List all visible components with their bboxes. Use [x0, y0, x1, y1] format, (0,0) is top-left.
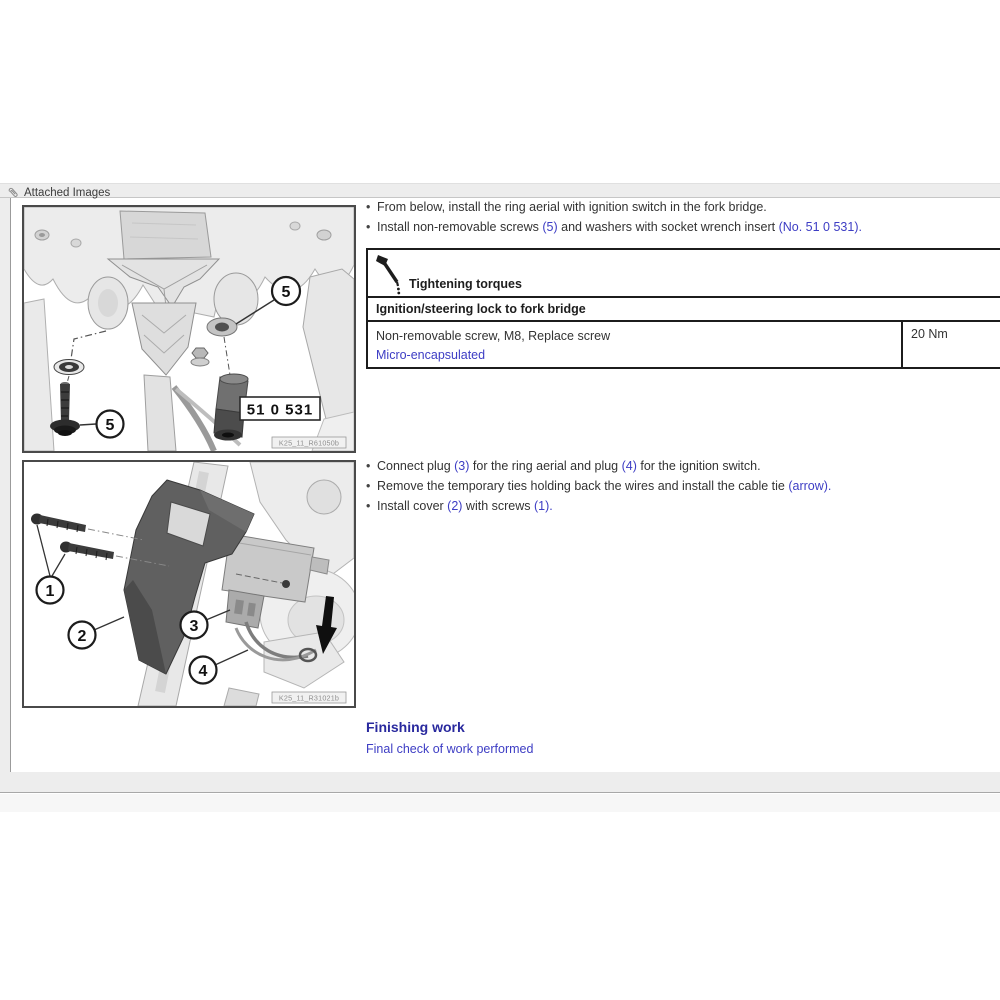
torque-item-cell: [368, 322, 901, 367]
torque-table-subtitle: Ignition/steering lock to fork bridge: [368, 296, 1000, 320]
bullet-marker: •: [366, 499, 371, 513]
callout-link-4[interactable]: (4): [621, 459, 637, 473]
attached-images-label: Attached Images: [24, 187, 111, 199]
svg-text:K25_11_R31021b: K25_11_R31021b: [278, 693, 340, 703]
torque-table-title: Tightening torques: [409, 277, 522, 291]
arrow-link[interactable]: (arrow).: [788, 479, 832, 493]
svg-text:K25_11_R61050b: K25_11_R61050b: [278, 438, 340, 448]
instructions-step1: [366, 197, 862, 237]
instruction-text: with screws: [462, 499, 534, 513]
attached-images-header: [7, 186, 110, 200]
instructions-step2: [366, 456, 831, 516]
instruction-text: Connect plug: [377, 459, 455, 473]
paperclip-icon: [7, 186, 20, 200]
instruction-text: Install cover: [377, 499, 448, 513]
instruction-text: for the ring aerial and plug: [469, 459, 622, 473]
attached-image-fork-bridge[interactable]: [22, 205, 356, 453]
bullet-marker: •: [366, 200, 371, 214]
final-check-link[interactable]: Final check of work performed: [366, 742, 534, 756]
instruction-text: Remove the temporary ties holding back the wires and install the cable tie: [377, 479, 789, 493]
callout-link-2[interactable]: (2): [447, 499, 463, 513]
callout-link-1[interactable]: (1).: [534, 499, 553, 513]
finishing-work-heading: Finishing work: [366, 719, 465, 735]
washer: [54, 360, 84, 375]
callout-2: [69, 622, 96, 649]
fork-bridge-illustration: [24, 207, 354, 451]
callout-5-bottom: [97, 411, 124, 438]
torque-table-header-row: [368, 250, 1000, 296]
micro-encapsulated-link[interactable]: Micro-encapsulated: [376, 348, 486, 362]
cover-screws: [31, 514, 114, 561]
page-footer-band: [0, 794, 1000, 812]
bullet-marker: •: [366, 220, 371, 234]
torque-item-name: Non-removable screw, M8, Replace screw: [376, 329, 611, 343]
figure2-corner-label: [272, 692, 346, 703]
panel-bottom-band: [0, 772, 1000, 793]
figure1-corner-label: [272, 437, 346, 448]
callout-1: [37, 577, 64, 604]
instruction-text: and washers with socket wrench insert: [557, 220, 779, 234]
ring-aerial-plate: [120, 211, 211, 259]
instruction-text: for the ignition switch.: [636, 459, 761, 473]
svg-text:4: 4: [198, 663, 208, 680]
torque-wrench-icon: [375, 253, 405, 295]
callout-5-top: [272, 277, 300, 305]
torque-value-cell: 20 Nm: [901, 322, 1000, 367]
bullet-marker: •: [366, 459, 371, 473]
attached-image-cover-install[interactable]: [22, 460, 356, 708]
svg-text:2: 2: [77, 628, 87, 645]
tool-number-plate: [240, 397, 320, 420]
instruction-text: Install non-removable screws: [377, 220, 543, 234]
svg-text:51 0 531: 51 0 531: [246, 401, 314, 419]
callout-4: [190, 657, 217, 684]
cover-installation-illustration: [24, 462, 354, 706]
tool-number-link[interactable]: (No. 51 0 531).: [778, 220, 862, 234]
bullet-marker: •: [366, 479, 371, 493]
attached-images-header-band: [0, 183, 1000, 198]
svg-text:1: 1: [45, 583, 55, 600]
svg-text:5: 5: [105, 417, 115, 434]
callout-3: [181, 612, 208, 639]
instruction-bullet: [366, 496, 831, 516]
svg-text:3: 3: [189, 618, 199, 635]
tightening-torques-table: [366, 248, 1000, 369]
panel-left-border: [0, 198, 11, 793]
svg-text:5: 5: [281, 284, 291, 301]
torque-table-value-row: [368, 320, 1000, 367]
instruction-bullet: [366, 476, 831, 496]
instruction-bullet: [366, 197, 862, 217]
instruction-bullet: [366, 217, 862, 237]
instruction-text: From below, install the ring aerial with ignition switch in the fork bridge.: [377, 200, 767, 214]
plug-relay: [226, 590, 264, 628]
non-removable-screw: [50, 382, 80, 436]
callout-link-5[interactable]: (5): [542, 220, 558, 234]
callout-link-3[interactable]: (3): [454, 459, 470, 473]
instruction-bullet: [366, 456, 831, 476]
